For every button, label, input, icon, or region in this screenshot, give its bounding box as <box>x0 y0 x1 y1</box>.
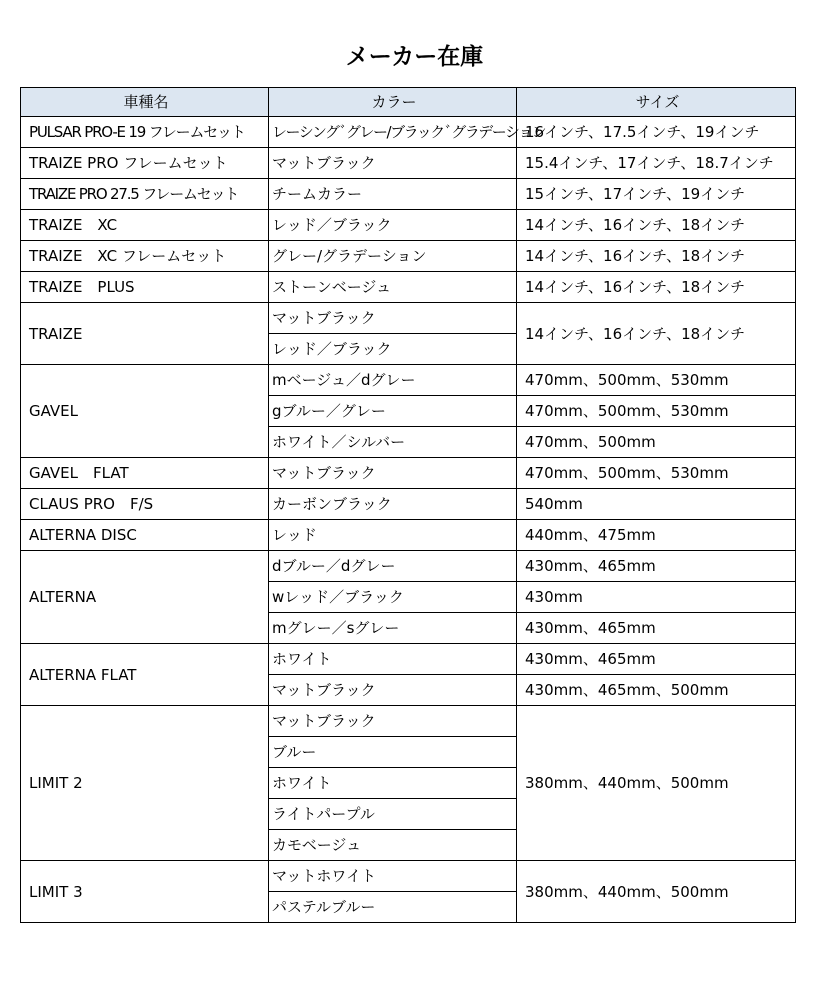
size-cell: 14インチ、16インチ、18インチ <box>517 241 796 272</box>
size-cell: 380mm、440mm、500mm <box>517 706 796 861</box>
model-cell: CLAUS PRO F/S <box>21 489 269 520</box>
table-row <box>21 210 796 241</box>
model-cell: TRAIZE <box>21 303 269 365</box>
header-size: サイズ <box>517 88 796 117</box>
table-row <box>21 861 796 892</box>
size-cell: 15.4インチ、17インチ、18.7インチ <box>517 148 796 179</box>
size-cell: 14インチ、16インチ、18インチ <box>517 303 796 365</box>
table-body <box>21 117 796 923</box>
color-cell: パステルブルー <box>269 892 517 923</box>
size-cell: 470mm、500mm、530mm <box>517 396 796 427</box>
table-row <box>21 458 796 489</box>
model-cell: ALTERNA FLAT <box>21 644 269 706</box>
color-cell: ストーンベージュ <box>269 272 517 303</box>
model-cell: ALTERNA DISC <box>21 520 269 551</box>
model-cell: PULSAR PRO-E 19 フレームセット <box>21 117 269 148</box>
color-cell: mベージュ／dグレー <box>269 365 517 396</box>
color-cell: ホワイト <box>269 644 517 675</box>
size-cell: 430mm、465mm <box>517 551 796 582</box>
model-cell: LIMIT 3 <box>21 861 269 923</box>
table-header-row <box>21 88 796 117</box>
color-cell: マットブラック <box>269 675 517 706</box>
model-cell: TRAIZE PRO フレームセット <box>21 148 269 179</box>
table-row <box>21 303 796 334</box>
size-cell: 440mm、475mm <box>517 520 796 551</box>
color-cell: dブルー／dグレー <box>269 551 517 582</box>
model-cell: TRAIZE PRO 27.5 フレームセット <box>21 179 269 210</box>
size-cell: 470mm、500mm、530mm <box>517 365 796 396</box>
model-cell: ALTERNA <box>21 551 269 644</box>
size-cell: 14インチ、16インチ、18インチ <box>517 272 796 303</box>
model-cell: GAVEL <box>21 365 269 458</box>
color-cell: マットブラック <box>269 303 517 334</box>
size-cell: 470mm、500mm、530mm <box>517 458 796 489</box>
color-cell: グレー/グラデーション <box>269 241 517 272</box>
table-row <box>21 365 796 396</box>
page-title: メーカー在庫 <box>345 44 484 70</box>
model-cell: LIMIT 2 <box>21 706 269 861</box>
color-cell: gブルー／グレー <box>269 396 517 427</box>
color-cell: マットブラック <box>269 458 517 489</box>
header-color: カラー <box>269 88 517 117</box>
color-cell: レッド／ブラック <box>269 210 517 241</box>
color-cell: マットブラック <box>269 706 517 737</box>
color-cell: ライトパープル <box>269 799 517 830</box>
table-row <box>21 551 796 582</box>
size-cell: 15インチ、17インチ、19インチ <box>517 179 796 210</box>
color-cell: レッド <box>269 520 517 551</box>
table-row <box>21 241 796 272</box>
size-cell: 14インチ、16インチ、18インチ <box>517 210 796 241</box>
table-row <box>21 644 796 675</box>
size-cell: 430mm、465mm、500mm <box>517 675 796 706</box>
size-cell: 380mm、440mm、500mm <box>517 861 796 923</box>
color-cell: カモベージュ <box>269 830 517 861</box>
color-cell: ブルー <box>269 737 517 768</box>
color-cell: ホワイト／シルバー <box>269 427 517 458</box>
model-cell: TRAIZE PLUS <box>21 272 269 303</box>
table-row <box>21 117 796 148</box>
size-cell: 540mm <box>517 489 796 520</box>
size-cell: 430mm <box>517 582 796 613</box>
color-cell: wレッド／ブラック <box>269 582 517 613</box>
color-cell: レッド／ブラック <box>269 334 517 365</box>
table-row <box>21 148 796 179</box>
color-cell: mグレー／sグレー <box>269 613 517 644</box>
size-cell: 430mm、465mm <box>517 613 796 644</box>
color-cell: ホワイト <box>269 768 517 799</box>
model-cell: TRAIZE XC フレームセット <box>21 241 269 272</box>
color-cell: マットホワイト <box>269 861 517 892</box>
color-cell: マットブラック <box>269 148 517 179</box>
inventory-table <box>20 87 796 923</box>
table-row <box>21 179 796 210</box>
size-cell: 470mm、500mm <box>517 427 796 458</box>
table-row <box>21 706 796 737</box>
color-cell: レーシングﾞグレー/ブラックﾞグラデーション <box>269 117 517 148</box>
table-row <box>21 272 796 303</box>
table-row <box>21 520 796 551</box>
size-cell: 430mm、465mm <box>517 644 796 675</box>
table-row <box>21 489 796 520</box>
model-cell: GAVEL FLAT <box>21 458 269 489</box>
model-cell: TRAIZE XC <box>21 210 269 241</box>
color-cell: チームカラー <box>269 179 517 210</box>
size-cell: 16インチ、17.5インチ、19インチ <box>517 117 796 148</box>
header-model: 車種名 <box>21 88 269 117</box>
color-cell: カーボンブラック <box>269 489 517 520</box>
